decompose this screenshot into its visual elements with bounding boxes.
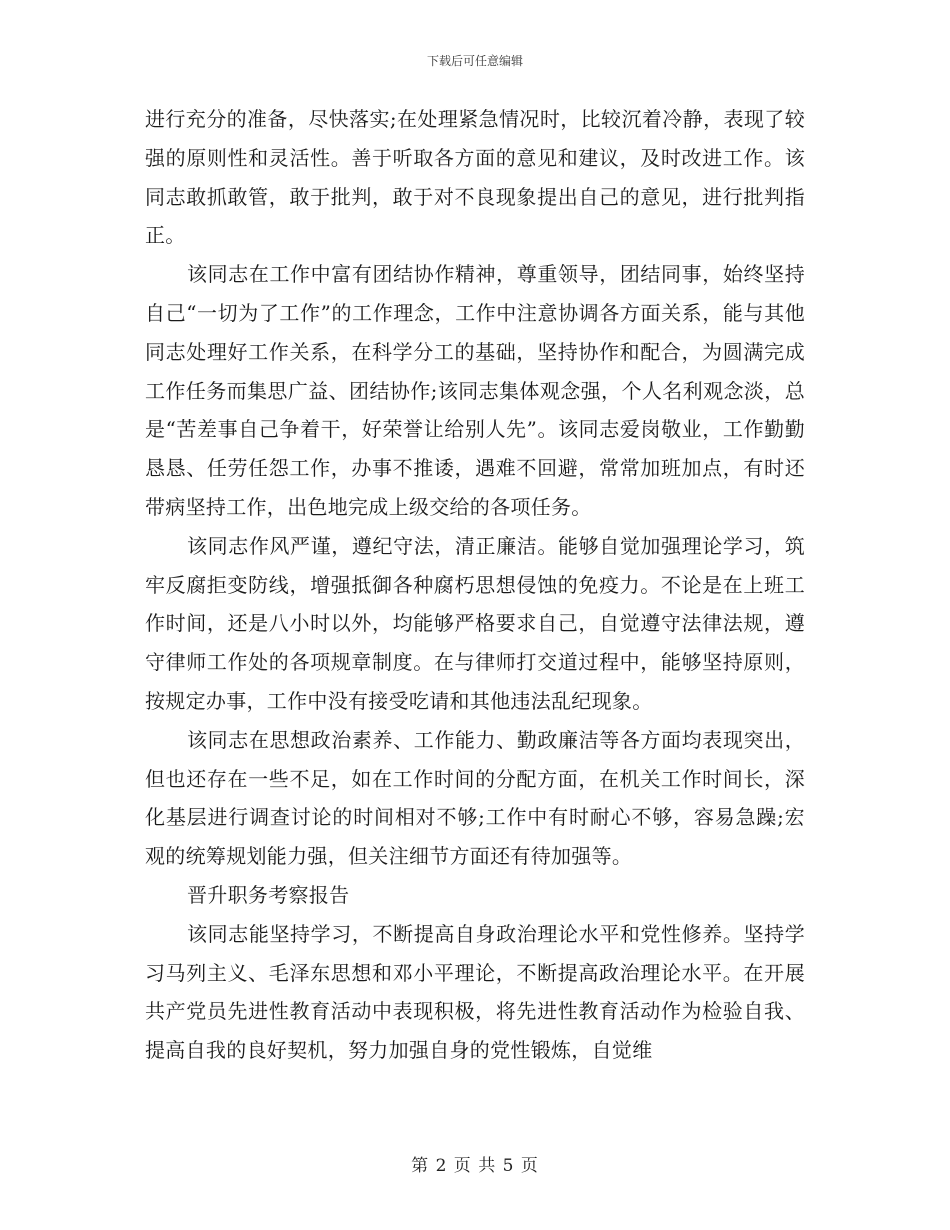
page-header-note: 下载后可任意编辑 [426, 54, 523, 68]
paragraph-6: 该同志能坚持学习，不断提高自身政治理论水平和党性修养。坚持学习马列主义、毛泽东思想和邓小平理论，不断提高政治理论水平。在开展共产党员先进性教育活动中表现积极，将先进性教育活动作为检验自我、提高自我的良好契机，努力加强自身的党性锻炼，自觉维 [145, 921, 805, 1063]
paragraph-4: 该同志在思想政治素养、工作能力、勤政廉洁等各方面均表现突出，但也还存在一些不足，如在工作时间的分配方面，在机关工作时间长，深化基层进行调查讨论的时间相对不够;工作中有时耐心不够，容易急躁;宏观的统筹规划能力强，但关注细节方面还有待加强等。 [145, 727, 805, 869]
paragraph-2: 该同志在工作中富有团结协作精神，尊重领导，团结同事，始终坚持自己“一切为了工作”的工作理念，工作中注意协调各方面关系，能与其他同志处理好工作关系，在科学分工的基础，坚持协作和配合，为圆满完成工作任务而集思广益、团结协作;该同志集体观念强，个人名利观念淡，总是“苦差事自己争着干，好荣誉让给别人先”。该同志爱岗敬业，工作勤勤恳恳、任劳任怨工作，办事不推诿，遇难不回避，常常加班加点，有时还带病坚持工作，出色地完成上级交给的各项任务。 [145, 262, 805, 519]
page-number-footer: 第 2 页 共 5 页 [411, 1156, 539, 1176]
section-heading: 晋升职务考察报告 [187, 882, 350, 907]
document-body [145, 100, 805, 1070]
paragraph-3: 该同志作风严谨，遵纪守法，清正廉洁。能够自觉加强理论学习，筑牢反腐拒变防线，增强抵御各种腐朽思想侵蚀的免疫力。不论是在上班工作时间，还是八小时以外，均能够严格要求自己，自觉遵守法律法规，遵守律师工作处的各项规章制度。在与律师打交道过程中，能够坚持原则，按规定办事，工作中没有接受吃请和其他违法乱纪现象。 [145, 533, 805, 713]
paragraph-1: 进行充分的准备，尽快落实;在处理紧急情况时，比较沉着冷静，表现了较强的原则性和灵活性。善于听取各方面的意见和建议，及时改进工作。该同志敢抓敢管，敢于批判，敢于对不良现象提出自己的意见，进行批判指正。 [145, 107, 805, 248]
